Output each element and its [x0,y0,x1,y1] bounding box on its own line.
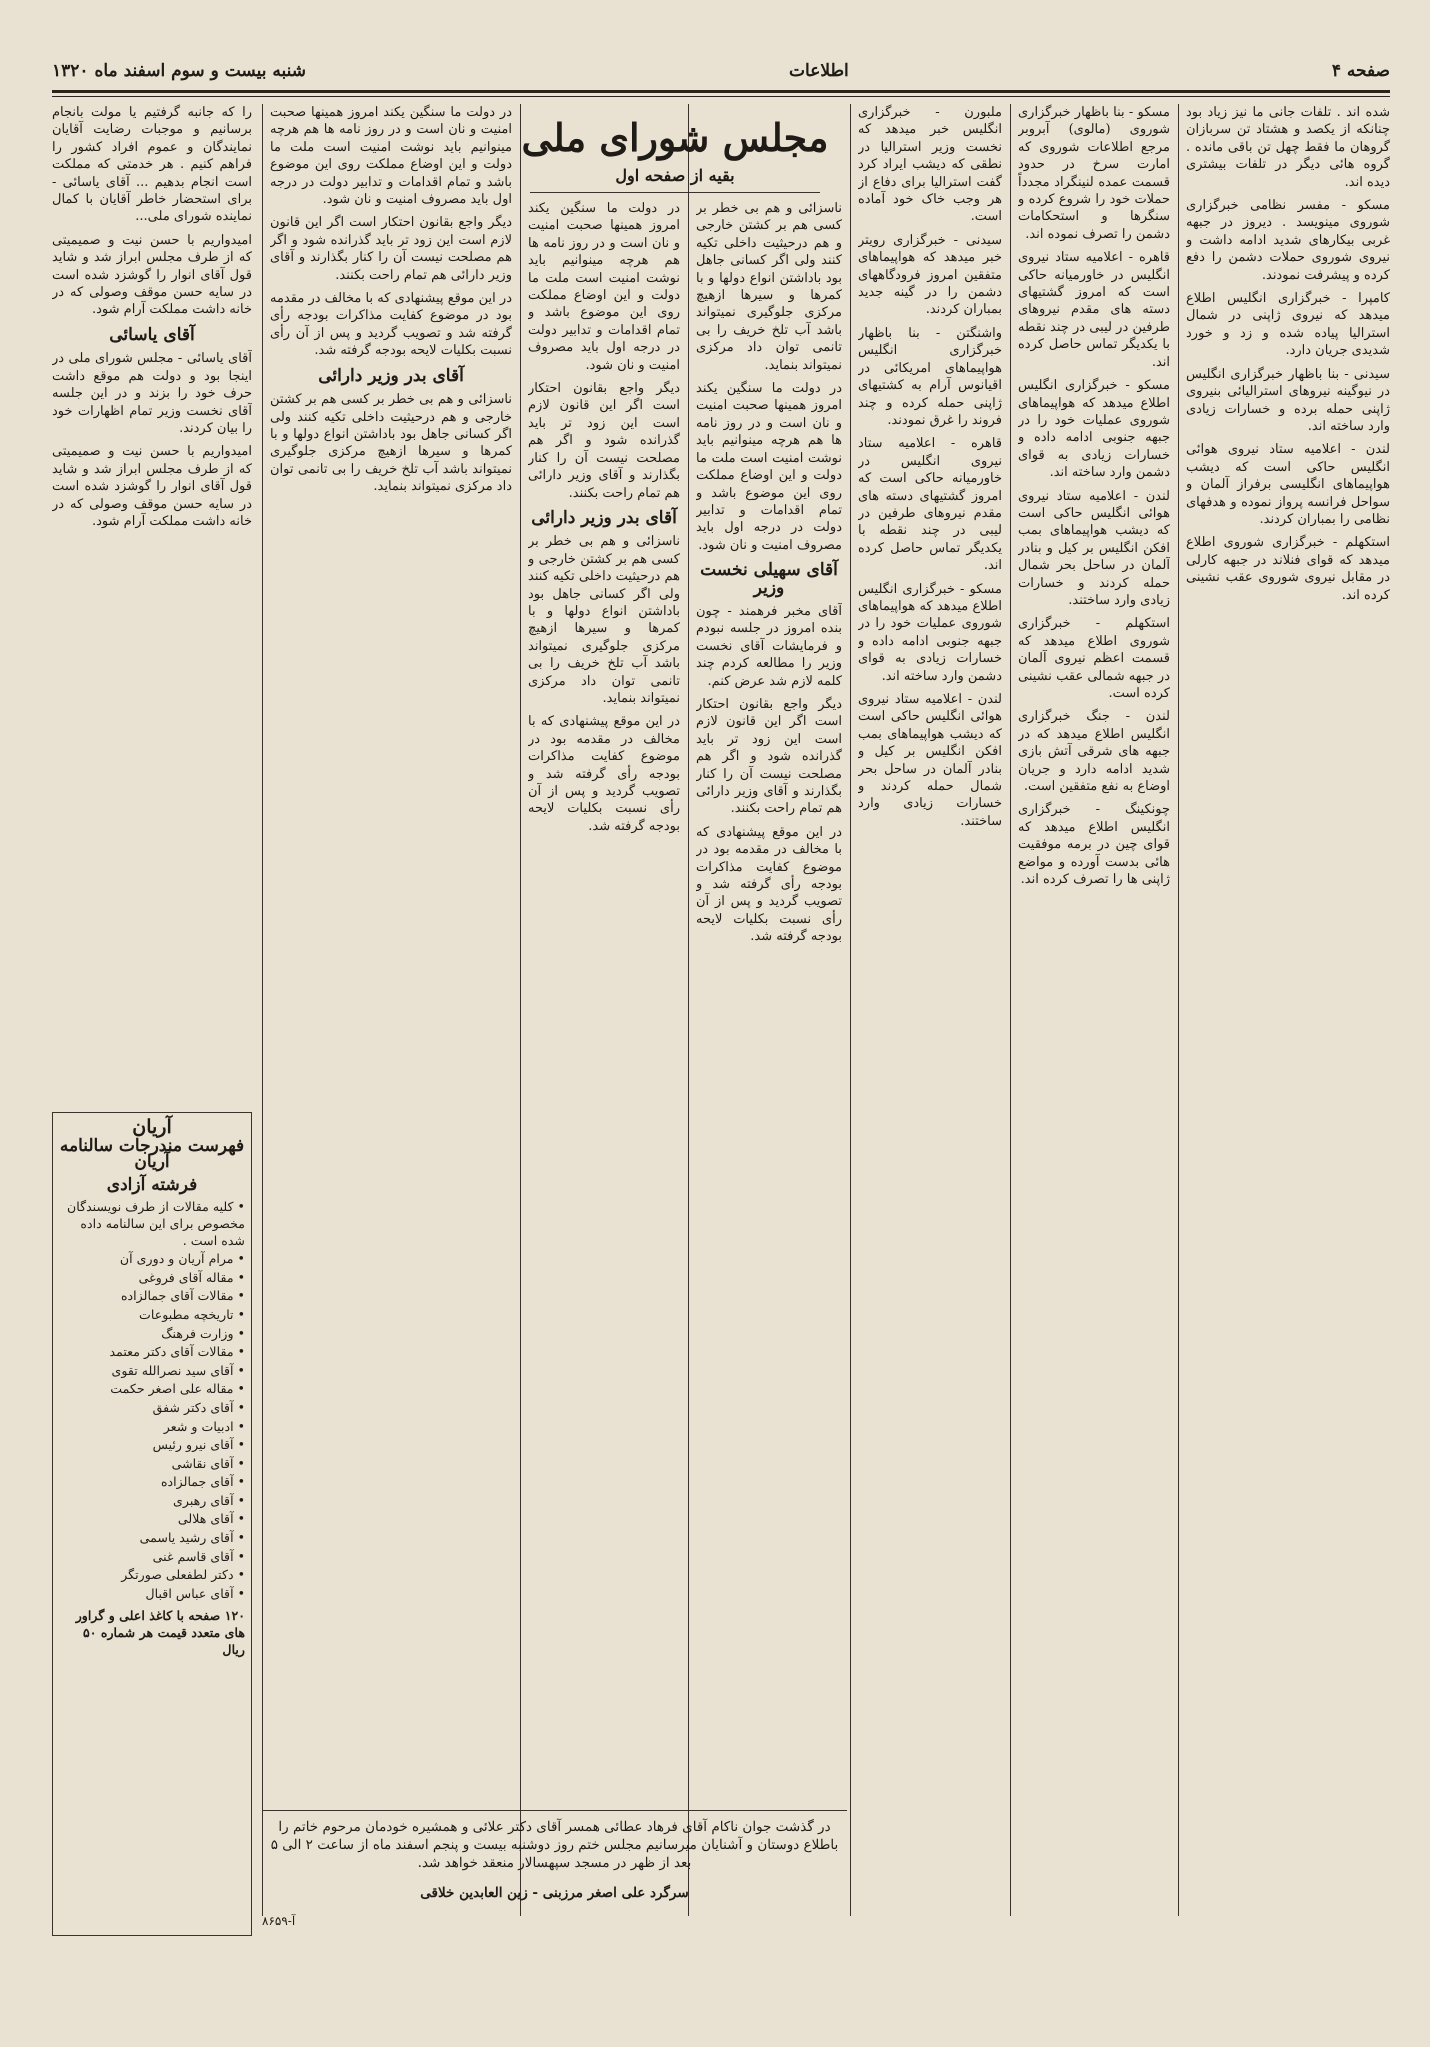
column-divider [688,104,689,1916]
parliament-paragraph: ناسزائی و هم بی خطر بر کسی هم بر کشتن خارجی و هم درحیثیت داخلی تکیه کنند ولی اگر کسانی جاهل بود باداشتن انواع دولها و با کمرها و سیرها ازهیچ مرکزی جلوگیری نمیتواند باشد آب تلخ خریف را بی تانمی توان داد مرکزی نمیتواند بنماید. [696,201,842,373]
masthead [52,56,1390,86]
news-item: استکهلم - خبرگزاری شوروی اطلاع میدهد که قوای فنلاند در جبهه کارلی در مقابل نیروی شوروی عقب نشینی کرده اند. [1186,535,1390,603]
aryan-list-item: • آقای نیرو رئیس [152,1437,245,1453]
news-item: شده اند . تلفات جانی ما نیز زیاد بود چنانکه از یکصد و هشتاد تن سربازان گروهان ما فقط چهل تن باقی مانده . گروه هائی دیگر در تلفات بیشتری دیده اند. [1186,105,1390,190]
news-item: لندن - اعلامیه ستاد نیروی هوائی انگلیس حاکی است که دیشب هواپیماهای انگلیسی برفراز آلمان و سواحل فرانسه پرواز نموده و هدفهای نظامی را بمباران کردند. [1186,442,1390,527]
parliament-paragraph: ناسزائی و هم بی خطر بر کسی هم بر کشتن خارجی و هم درحیثیت داخلی تکیه کنند ولی اگر کسانی جاهل بود باداشتن انواع دولها و با کمرها و سیرها ازهیچ مرکزی جلوگیری نمیتواند باشد آب تلخ خریف را بی تانمی توان داد مرکزی نمیتواند بنماید. [270,392,512,495]
ad-code: ۸۶۵۹-آ [262,1914,296,1928]
column-news-3 [858,104,1002,1916]
parliament-paragraph: در این موقع پیشنهادی که با مخالف در مقدمه بود در موضوع کفایت مذاکرات بودجه رأی گرفته شد و تصویب گردید و پس از آن رأی نسبت بکلیات لایحه بودجه گرفته شد. [696,824,842,945]
column-divider [850,104,851,1916]
minister-heading: آقای بدر وزیر دارائی [531,507,677,528]
parliament-subtitle: بقیه از صفحه اول [615,166,735,185]
news-item: لندن - اعلامیه ستاد نیروی هوائی انگلیس حاکی است که دیشب هواپیماهای بمب افکن انگلیس بر کیل و بنادر آلمان در ساحل بحر شمال حمله کردند و خسارات زیادی وارد ساختند. [858,692,1002,829]
aryan-footer: ۱۲۰ صفحه با کاغذ اعلی و گراور های متعدد قیمت هر شماره ۵۰ ریال [75,1608,245,1657]
parliament-paragraph: دیگر واجع بقانون احتکار است اگر این قانون لازم است این زود تر باید گذرانده شود و اگر هم مصلحت نیست آن را کنار بگذارند و آقای وزیر دارائی هم تمام راحت بکنند. [696,696,842,817]
speaker-heading: آقای یاسائی [109,324,195,345]
news-item: واشنگتن - بنا باظهار خبرگزاری انگلیس هواپیماهای امریکائی در اقیانوس آرام به کشتیهای ژاپنی حمله کرده و چند فروند را غرق نمودند. [858,325,1002,428]
column-divider [1010,104,1011,1916]
parliament-paragraph: در دولت ما سنگین یکند امروز همینها صحبت امنیت و نان است و در روز نامه ها هم هرچه مینوانیم باید نوشت امنیت است ملت ما دولت و این اوضاع مملکت روی این موضوع باشد و تمام اقدامات و تدابیر دولت در درجه اول باید مصروف امنیت و نان شود. [696,381,842,553]
parliament-paragraph: آقای مخبر فرهمند - چون بنده امروز در جلسه نبودم و فرمایشات آقای نخست وزیر را مطالعه کردم چند کلمه لازم شد عرض کنم. [696,603,842,689]
title-rule [530,192,820,193]
speech-paragraph: را که جانبه گرفتیم یا مولت بانجام برسانیم و موجبات رضایت آقایان نمایندگان و عموم افراد کشور را فراهم کنیم . هر خدمتی که مملکت است انجام بدهیم ... آقای یاسائی - برای استحضار خاطر آقایان با کمال نماینده شوراى ملی... [52,105,252,225]
aryan-list-item: • ادبیات و شعر [163,1418,245,1434]
column-left [52,104,252,1104]
column-divider [262,104,263,1916]
parliament-paragraph: در دولت ما سنگین یکند امروز همینها صحبت امنیت و نان است و در روز نامه ها هم هرچه مینوانیم باید نوشت امنیت است ملت ما دولت و این اوضاع مملکت روی این موضوع باشد و تمام اقدامات و تدابیر دولت در درجه اول باید مصروف امنیت و نان شود. [528,201,680,373]
aryan-list-item: • مقاله علی اصغر حکمت [110,1381,245,1397]
parliament-paragraph: در این موقع پیشنهادی که با مخالف در مقدمه بود در موضوع کفایت مذاکرات بودجه رأی گرفته شد و تصویب گردید و پس از آن رأی نسبت بکلیات لایحه بودجه گرفته شد. [528,714,680,834]
aryan-list-item: • آقای نقاشی [171,1455,245,1471]
aryan-list-item: • آقای عباس اقبال [145,1585,245,1601]
aryan-list-item: • آقای سید نصرالله تقوی [111,1362,245,1378]
parliament-paragraph: ناسزائی و هم بی خطر بر کسی هم بر کشتن خارجی و هم درحیثیت داخلی تکیه کنند ولی اگر کسانی جاهل بود باداشتن انواع دولها و با کمرها و سیرها ازهیچ مرکزی جلوگیری نمیتواند باشد آب تلخ خریف را بی تانمی توان داد مرکزی نمیتواند بنماید. [528,534,680,706]
aryan-list-item: • تاریخچه مطبوعات [139,1306,245,1322]
column-parliament-2 [528,200,680,1916]
notice-text: در گذشت جوان ناکام آقای فرهاد عطائی همسر آقای دکتر علائی و همشیره خودمان مرحوم خاتم را باطلاع دوستان و آشنایان میرسانیم مجلس ختم روز دوشنبه بیست و پنجم اسفند ماه از ساعت ۲ الی ۵ بعد از ظهر در مسجد سپهسالار منعقد خواهد شد. [270,1819,839,1871]
aryan-subtitle: فهرست مندرجات سالنامه آریان [59,1135,245,1173]
news-item: قاهره - اعلامیه ستاد نیروی انگلیس در خاورمیانه حاکی است که امروز گشتیهای دسته های مقدم نیروهای طرفین در لیبی در چند نقطه با یکدیگر تماس حاصل کرده اند. [858,436,1002,574]
aryan-list-item: • مقالات آقای جمالزاده [120,1288,245,1304]
news-item: چونکینگ - خبرگزاری انگلیس اطلاع میدهد که قوای چین در برمه موفقیت هائی بدست آورده و مواضع ژاپنی ها را تصرف کرده اند. [1018,802,1170,888]
aryan-list-item: • آقای رهبری [173,1492,245,1508]
news-item: کامپرا - خبرگزاری انگلیس اطلاع میدهد که نیروی ژاپنی در شمال استرالیا پیاده شده و زد و خورد شدیدی جریان دارد. [1186,291,1390,359]
parliament-paragraph: در دولت ما سنگین یکند امروز همینها صحبت امنیت و نان است و در روز نامه ها هم هرچه مینوانیم باید نوشت امنیت است ملت ما دولت و این اوضاع مملکت روی این موضوع باشد و تمام اقدامات و تدابیر دولت در درجه اول باید مصروف امنیت و نان شود. [270,105,512,208]
aryan-list-item: • آقای جمالزاده [160,1474,245,1490]
aryan-list-item: • وزارت فرهنگ [161,1325,245,1341]
aryan-heading: فرشته آزادی [106,1174,198,1195]
aryan-list-item: • آقای رشید یاسمی [139,1530,245,1546]
column-right [1186,104,1390,1916]
notice-rule [262,1810,847,1811]
masthead-rule [52,90,1390,93]
parliament-title: مجلس شورای ملی [521,115,829,160]
aryan-contents-list [59,1199,245,1602]
aryan-advertisement [52,1112,252,1936]
signers: سرگرد علی اصغر مرزبنی - زین العابدین خلاقی [420,1885,689,1901]
news-item: مسکو - مفسر نظامی خبرگزاری شوروی مینویسد . دیروز در جبهه غربی بیکارهای شدید ادامه داشت و نیروی شوروی حملات دشمن را دفع کرده و پیشرفت نمودند. [1186,198,1390,283]
aryan-list-item: • مقاله آقای فروغی [138,1269,245,1285]
notice-signers [262,1884,847,1910]
news-item: مسکو - خبرگزاری انگلیس اطلاع میدهد که هواپیماهای شوروی عملیات خود را در جبهه جنوبی ادامه داده و خسارات زیادی به قوای دشمن وارد ساخته اند. [1018,378,1170,481]
speech-paragraph: امیدواریم با حسن نیت و صمیمیتی که از طرف مجلس ابراز شد و شاید قول آقای انوار را گوشزد شده است در سایه حسن موقف وصولی که در خانه داشت مملکت آرام شود. [52,444,252,529]
news-item: لندن - اعلامیه ستاد نیروی هوائی انگلیس حاکی است که دیشب هواپیماهای بمب افکن انگلیس بر کیل و بنادر آلمان در ساحل بحر شمال حمله کردند و خسارات زیادی وارد ساختند. [1018,488,1170,608]
parliament-paragraph: دیگر واجع بقانون احتکار است اگر این قانون لازم است این زود تر باید گذرانده شود و اگر هم مصلحت نیست آن را کنار بگذارند و آقای وزیر دارائی هم تمام راحت بکنند. [528,381,680,501]
speech-paragraph: امیدواریم با حسن نیت و صمیمیتی که از طرف مجلس ابراز شد و شاید قول آقای انوار را گوشزد شده است در سایه حسن موقف وصولی که در خانه داشت مملکت آرام شود. [52,232,252,318]
column-parliament-3 [270,104,512,1804]
column-news-2 [1018,104,1170,1916]
column-divider [520,104,521,1916]
news-item: مسکو - بنا باظهار خبرگزاری شوروی (مالوی) آبروبر مرجع اطلاعات شوروی که امارت سرخ در حدود قسمت عمده لنینگراد مجدداً حملات خود را شروع کرده و سنگرها و استحکامات دشمن را تصرف نموده اند. [1018,105,1170,242]
aryan-list-item: • کلیه مقالات از طرف نویسندگان مخصوص برای این سالنامه داده شده است . [66,1199,245,1248]
condolence-notice [262,1818,847,1882]
speech-paragraph: آقای یاسائی - مجلس شورای ملی در اینجا بود و دولت هم موقع داشت حرف خود را بزند و در این جلسه آقای نخست وزیر تمام اظهارات خود را بیان کردند. [52,351,252,436]
column-parliament-1 [696,200,842,1916]
issue-date: شنبه بیست و سوم اسفند ماه ۱۳۲۰ [52,61,306,81]
notice-code [262,1912,847,1934]
column-divider [1178,104,1179,1916]
page-number: صفحه ۴ [1331,61,1390,81]
news-item: قاهره - اعلامیه ستاد نیروی انگلیس در خاورمیانه حاکی است که امروز گشتیهای دسته های مقدم نیروهای طرفین در لیبی در چند نقطه با یکدیگر تماس حاصل کرده اند. [1018,250,1170,370]
aryan-list-item: • آقای قاسم غنی [152,1548,245,1564]
aryan-list-item: • مقالات آقای دکتر معتمد [109,1344,245,1360]
paper-name: اطلاعات [789,61,849,81]
masthead-rule-thin [52,96,1390,97]
parliament-paragraph: دیگر واجع بقانون احتکار است اگر این قانون لازم است این زود تر باید گذرانده شود و اگر هم مصلحت نیست آن را کنار بگذارند و آقای وزیر دارائی هم تمام راحت بکنند. [270,215,512,283]
news-item: استکهلم - خبرگزاری شوروی اطلاع میدهد که قسمت اعظم نیروی آلمان در جبهه شمالی عقب نشینی کرده است. [1018,616,1170,701]
parliament-paragraph: در این موقع پیشنهادی که با مخالف در مقدمه بود در موضوع کفایت مذاکرات بودجه رأی گرفته شد و تصویب گردید و پس از آن رأی نسبت بکلیات لایحه بودجه گرفته شد. [270,291,512,359]
news-item: مسکو - خبرگزاری انگلیس اطلاع میدهد که هواپیماهای شوروی عملیات خود را در جبهه جنوبی ادامه داده و خسارات زیادی به قوای دشمن وارد ساخته اند. [858,581,1002,684]
aryan-list-item: • مرام آریان و دوری آن [119,1251,245,1267]
aryan-list-item: • آقای دکتر شفق [152,1399,245,1415]
aryan-list-item: • آقای هلالی [177,1511,245,1527]
minister-heading: آقای سهیلی نخست وزیر [700,560,838,598]
aryan-list-item: • دکتر لطفعلی صورتگر [121,1567,245,1583]
news-item: لندن - جنگ خبرگزاری انگلیس اطلاع میدهد که در جبهه های شرقی آتش بازی شدید ادامه دارد و جریان اوضاع به نفع متفقین است. [1018,709,1170,795]
minister-heading: آقای بدر وزیر دارائی [318,365,464,386]
news-item: سیدنی - خبرگزاری رویتر خبر میدهد که هواپیماهای متفقین امروز فرودگاههای دشمن را در گینه جدید بمباران کردند. [858,232,1002,318]
news-item: سیدنی - بنا باظهار خبرگزاری انگلیس در نیوگینه نیروهای استرالیائی بنیروی ژاپنی حمله برده و خسارات زیادی وارد ساخته اند. [1186,366,1390,434]
aryan-title: آریان [132,1116,172,1138]
news-item: ملبورن - خبرگزاری انگلیس خبر میدهد که نخست وزیر استرالیا در نطقی که دیشب ایراد کرد گفت استرالیا برای دفاع از هر وجب خاک خود آماده است. [858,105,1002,225]
